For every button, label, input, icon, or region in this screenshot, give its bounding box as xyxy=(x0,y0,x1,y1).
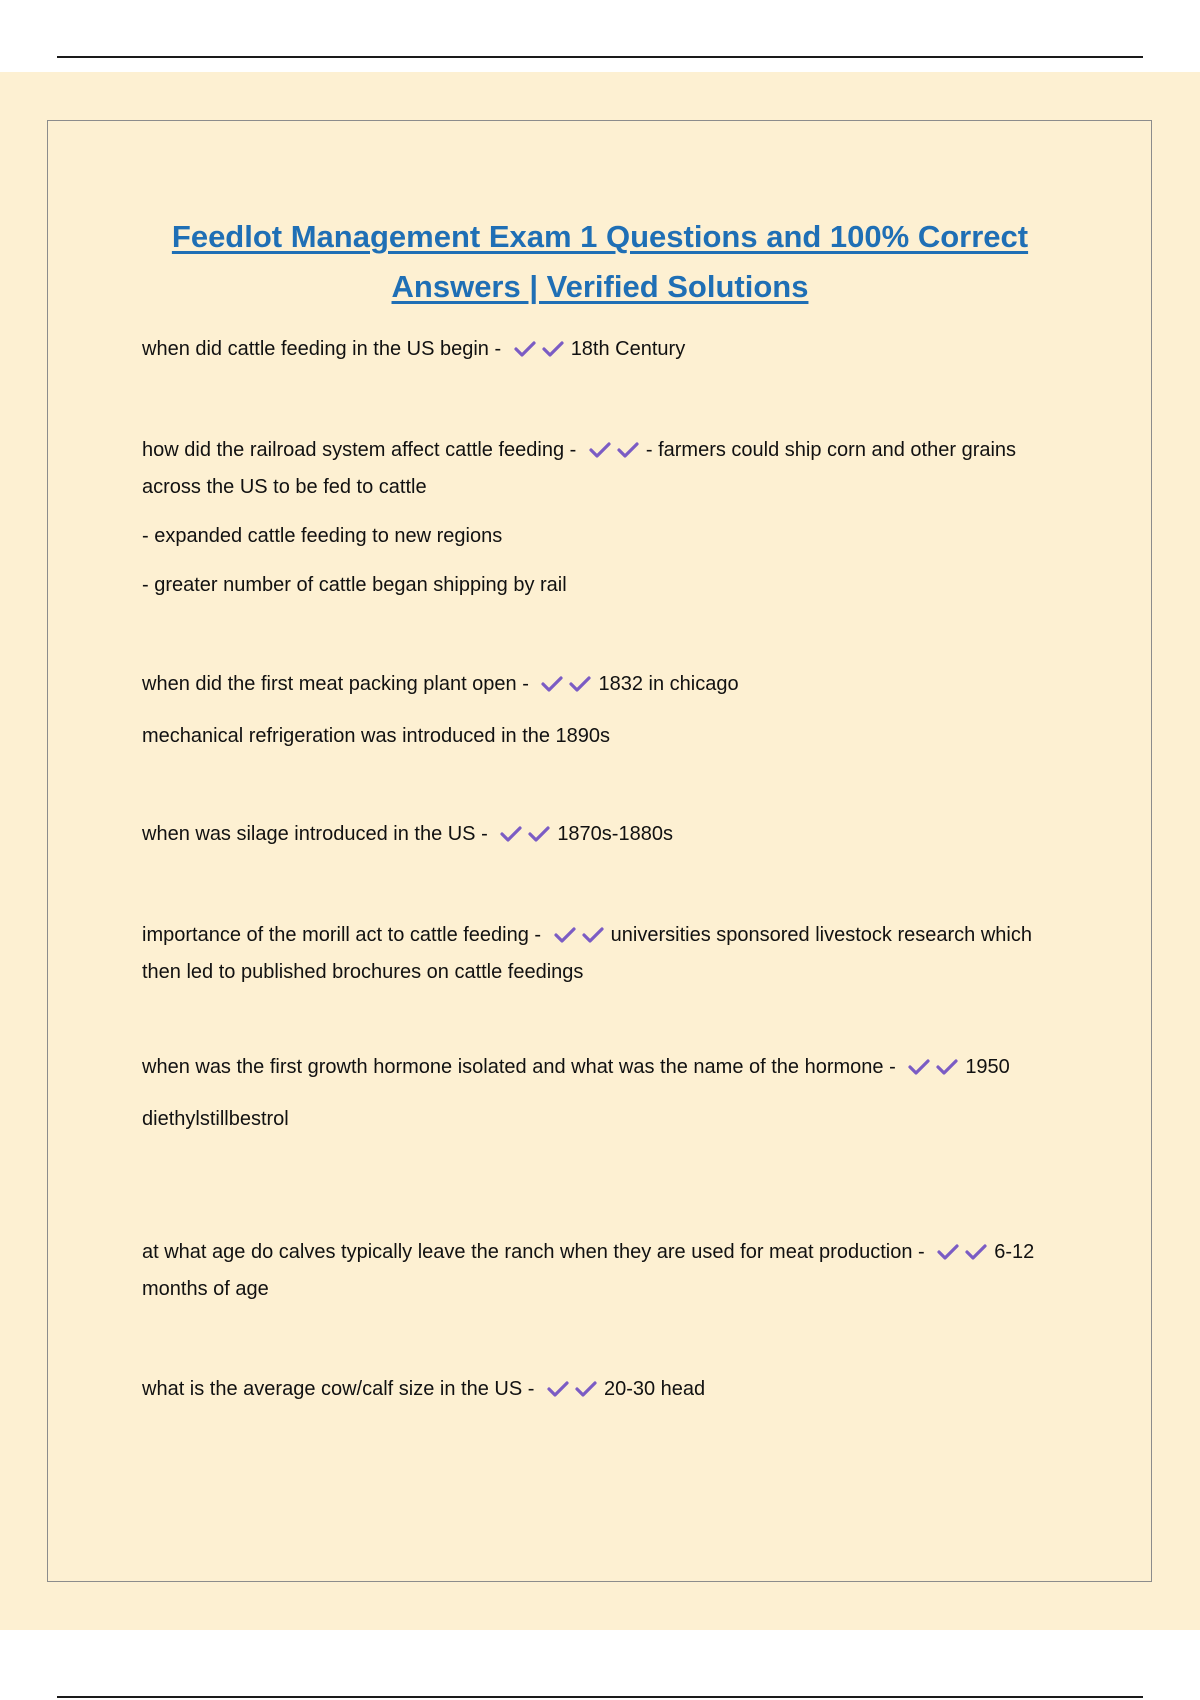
question-text: when did cattle feeding in the US begin - xyxy=(142,338,502,360)
footer-rule xyxy=(57,1696,1143,1698)
answer-text: 20-30 head xyxy=(603,1378,706,1400)
extra-line: - expanded cattle feeding to new regions xyxy=(142,525,503,547)
answer-text: 1870s-1880s xyxy=(557,823,673,845)
extra-line: - greater number of cattle began shipping by rail xyxy=(142,574,567,596)
qa-item-4 xyxy=(142,817,1062,854)
answer-text: 1832 in chicago xyxy=(598,673,739,695)
question-text: when was silage introduced in the US - xyxy=(142,823,488,845)
document-title xyxy=(0,212,1200,312)
double-check-icon xyxy=(513,335,569,369)
qa-item-5 xyxy=(142,918,1062,989)
qa-item-2 xyxy=(142,433,1062,602)
title-line-2: Answers | Verified Solutions xyxy=(391,269,809,304)
qa-item-3 xyxy=(142,667,1062,753)
question-text: when was the first growth hormone isolated and what was the name of the hormone - xyxy=(142,1056,896,1078)
answer-text: 1950 xyxy=(965,1056,1010,1078)
double-check-icon xyxy=(907,1053,963,1087)
qa-item-6 xyxy=(142,1050,1062,1136)
extra-line: mechanical refrigeration was introduced in the 1890s xyxy=(142,725,611,747)
title-line-1: Feedlot Management Exam 1 Questions and 100% Correct xyxy=(171,219,1029,254)
double-check-icon xyxy=(588,436,644,470)
answer-text: 18th Century xyxy=(570,338,686,360)
qa-item-8 xyxy=(142,1372,1062,1409)
question-text: at what age do calves typically leave the ranch when they are used for meat production - xyxy=(142,1241,925,1263)
extra-line: diethylstillbestrol xyxy=(142,1108,289,1130)
header-rule xyxy=(57,56,1143,58)
question-text: importance of the morill act to cattle feeding - xyxy=(142,924,542,946)
answer-text: universities sponsored livestock research which then led to published brochures on cattle feedings xyxy=(142,924,1032,983)
qa-item-1 xyxy=(142,332,1062,369)
question-text: how did the railroad system affect cattle feeding - xyxy=(142,439,577,461)
qa-item-7 xyxy=(142,1235,1062,1306)
double-check-icon xyxy=(553,921,609,955)
answer-text: 6-12 months of age xyxy=(142,1241,1035,1300)
answer-text: - farmers could ship corn and other grains across the US to be fed to cattle xyxy=(142,439,1017,498)
question-text: when did the first meat packing plant open - xyxy=(142,673,529,695)
double-check-icon xyxy=(546,1375,602,1409)
question-text: what is the average cow/calf size in the US - xyxy=(142,1378,535,1400)
double-check-icon xyxy=(499,820,555,854)
double-check-icon xyxy=(540,670,596,704)
double-check-icon xyxy=(936,1238,992,1272)
